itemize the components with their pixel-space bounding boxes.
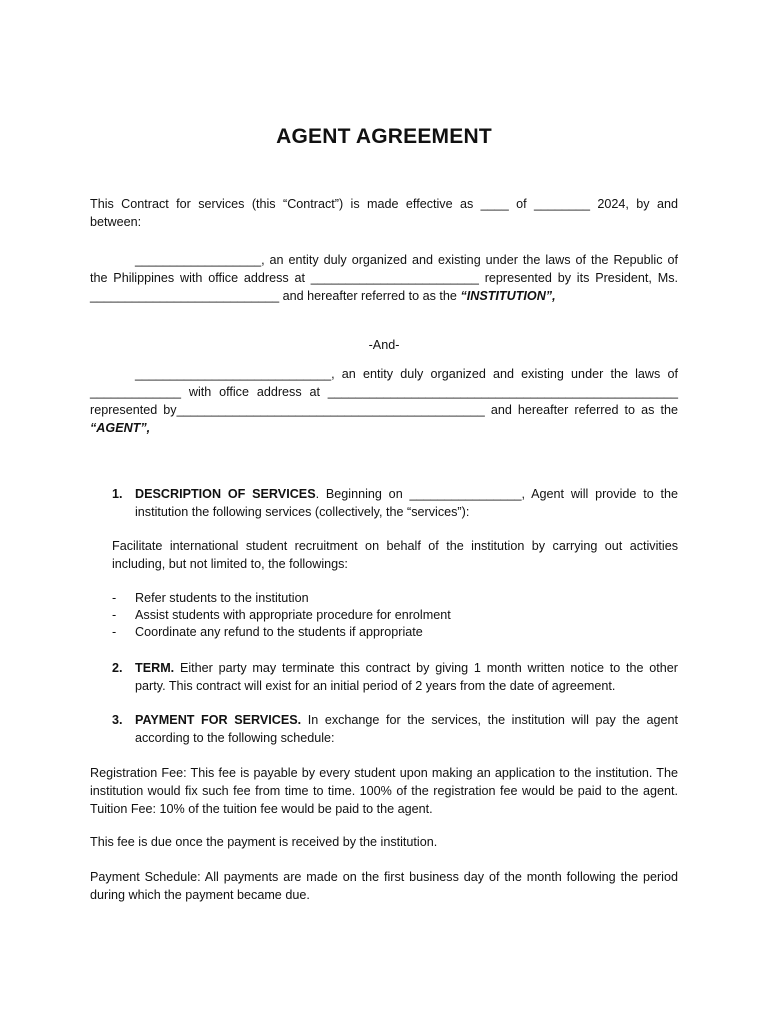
document-title: AGENT AGREEMENT [276, 125, 492, 148]
tuition-fee-line: Tuition Fee: 10% of the tuition fee would be paid to the agent. [90, 802, 433, 816]
section-3-line-2: according to the following schedule: [135, 731, 335, 745]
section-1-line-1 [135, 485, 678, 503]
party1-line-3 [90, 287, 678, 305]
section-2-line-1 [135, 659, 678, 677]
list-item: - Refer students to the institution [112, 591, 309, 605]
section-3-line-1 [135, 711, 678, 729]
section-term [90, 659, 678, 695]
payment-schedule-line-2: during which the payment became due. [90, 888, 310, 902]
services-line-1: Facilitate international student recruitment on behalf of the institution by carrying out activities [112, 539, 678, 553]
institution-role-label: “INSTITUTION”, [460, 289, 556, 303]
services-list [90, 589, 678, 640]
party1-line-3-text: ___________________________ and hereafter referred to as the [90, 289, 461, 303]
list-item: - Assist students with appropriate procedure for enrolment [112, 608, 451, 622]
party-agent-paragraph [90, 365, 678, 437]
section-description-of-services [90, 485, 678, 521]
intro-line-2: between: [90, 215, 142, 229]
section-2-heading: TERM. [135, 661, 175, 675]
section-1-number: 1. [112, 487, 123, 501]
party2-line-2: _____________ with office address at __________________________________________________ [90, 385, 678, 399]
services-line-2: including, but not limited to, the followings: [112, 557, 348, 571]
section-1-line-1-rest: . Beginning on ________________, Agent will provide to the [315, 487, 678, 501]
fees-paragraph [90, 764, 678, 818]
section-3-heading: PAYMENT FOR SERVICES. [135, 713, 302, 727]
registration-fee-line-2: institution would fix such fee from time to time. 100% of the registration fee would be paid to the agent. [90, 784, 678, 798]
payment-schedule-paragraph [90, 868, 678, 904]
and-separator: -And- [368, 338, 400, 352]
section-3-line-1-rest: In exchange for the services, the institution will pay the agent [301, 713, 678, 727]
payment-schedule-line-1: Payment Schedule: All payments are made on the first business day of the month following the period [90, 870, 678, 884]
services-description-paragraph [90, 537, 678, 573]
registration-fee-line-1: Registration Fee: This fee is payable by every student upon making an application to the institution. The [90, 766, 678, 780]
party1-line-2: the Philippines with office address at ________________________ represented by its President, Ms. [90, 271, 678, 285]
section-2-line-2: party. This contract will exist for an initial period of 2 years from the date of agreement. [135, 679, 616, 693]
agent-role-label: “AGENT”, [90, 421, 151, 435]
intro-paragraph [90, 195, 678, 231]
section-2-line-1-rest: Either party may terminate this contract by giving 1 month written notice to the other [174, 661, 678, 675]
section-2-number: 2. [112, 661, 123, 675]
intro-line-1: This Contract for services (this “Contract”) is made effective as ____ of ________ 2024, by and [90, 197, 678, 211]
party-institution-paragraph [90, 251, 678, 305]
party1-line-1: __________________, an entity duly organized and existing under the laws of the Republic of [135, 253, 678, 267]
party2-line-1: ____________________________, an entity duly organized and existing under the laws of [135, 367, 678, 381]
party2-line-3: represented by____________________________________________ and hereafter referred to as the [90, 403, 678, 417]
section-3-number: 3. [112, 713, 123, 727]
section-1-heading: DESCRIPTION OF SERVICES [135, 487, 316, 501]
fee-due-note: This fee is due once the payment is received by the institution. [90, 835, 438, 849]
list-item: - Coordinate any refund to the students if appropriate [112, 625, 423, 639]
section-payment-for-services [90, 711, 678, 747]
section-1-line-2: institution the following services (collectively, the “services”): [135, 505, 470, 519]
